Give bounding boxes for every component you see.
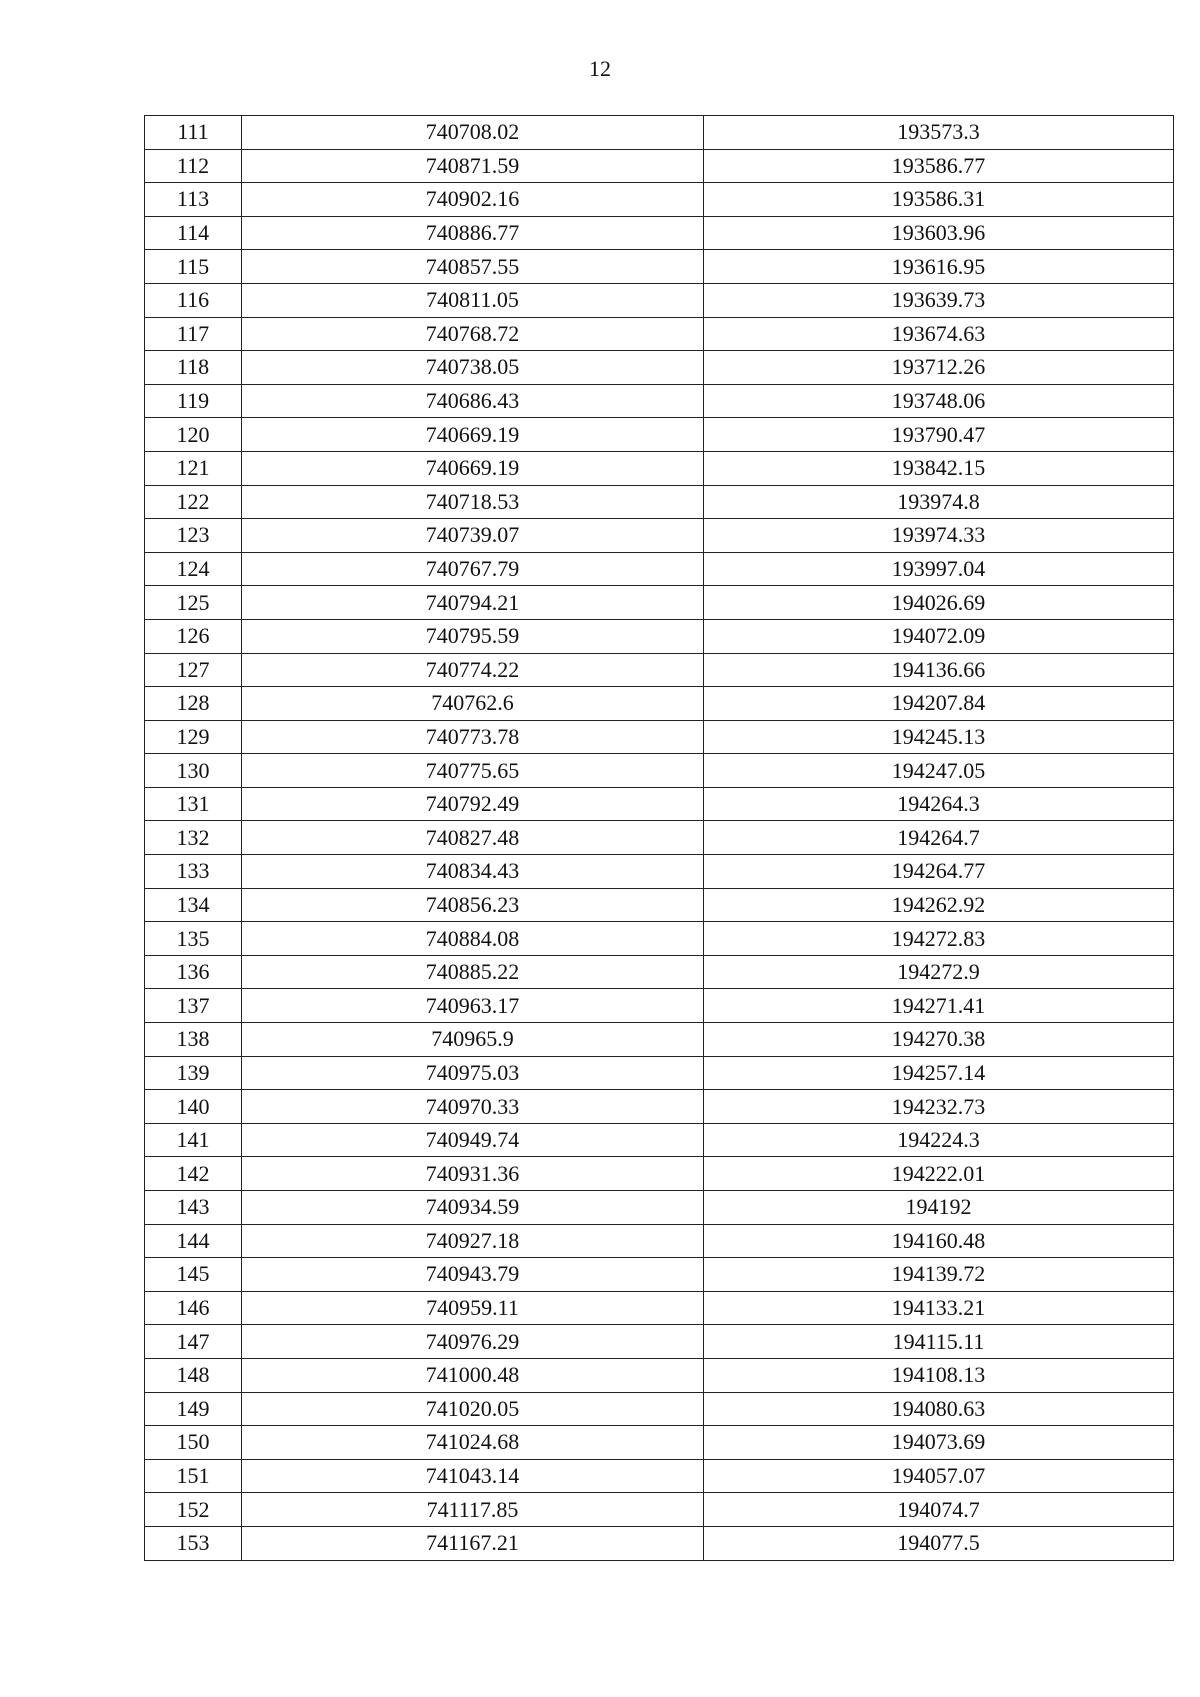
- y-coordinate-cell: 194115.11: [704, 1325, 1174, 1359]
- x-coordinate-cell: 740949.74: [242, 1123, 704, 1157]
- y-coordinate-cell: 194072.09: [704, 619, 1174, 653]
- point-number-cell: 135: [145, 922, 242, 956]
- y-coordinate-cell: 194270.38: [704, 1023, 1174, 1057]
- point-number-cell: 115: [145, 250, 242, 284]
- point-number-cell: 147: [145, 1325, 242, 1359]
- table-row: [145, 1493, 1174, 1527]
- y-coordinate-cell: 194264.7: [704, 821, 1174, 855]
- x-coordinate-cell: 740856.23: [242, 888, 704, 922]
- table-row: [145, 1258, 1174, 1292]
- point-number-cell: 126: [145, 619, 242, 653]
- table-row: [145, 149, 1174, 183]
- point-number-cell: 153: [145, 1526, 242, 1560]
- table-row: [145, 586, 1174, 620]
- point-number-cell: 152: [145, 1493, 242, 1527]
- page-number: 12: [589, 56, 611, 81]
- y-coordinate-cell: 194245.13: [704, 720, 1174, 754]
- point-number-cell: 141: [145, 1123, 242, 1157]
- y-coordinate-cell: 193790.47: [704, 418, 1174, 452]
- y-coordinate-cell: 194192: [704, 1191, 1174, 1225]
- y-coordinate-cell: 193674.63: [704, 317, 1174, 351]
- point-number-cell: 127: [145, 653, 242, 687]
- point-number-cell: 122: [145, 485, 242, 519]
- x-coordinate-cell: 740965.9: [242, 1023, 704, 1057]
- coordinates-table-body: [145, 116, 1174, 1561]
- table-row: [145, 1191, 1174, 1225]
- x-coordinate-cell: 740774.22: [242, 653, 704, 687]
- y-coordinate-cell: 193712.26: [704, 351, 1174, 385]
- y-coordinate-cell: 193842.15: [704, 451, 1174, 485]
- x-coordinate-cell: 740975.03: [242, 1056, 704, 1090]
- y-coordinate-cell: 194272.83: [704, 922, 1174, 956]
- x-coordinate-cell: 740669.19: [242, 418, 704, 452]
- y-coordinate-cell: 194271.41: [704, 989, 1174, 1023]
- x-coordinate-cell: 740970.33: [242, 1090, 704, 1124]
- table-row: [145, 384, 1174, 418]
- table-row: [145, 1526, 1174, 1560]
- table-row: [145, 351, 1174, 385]
- point-number-cell: 123: [145, 519, 242, 553]
- x-coordinate-cell: 740775.65: [242, 754, 704, 788]
- y-coordinate-cell: 193603.96: [704, 216, 1174, 250]
- table-row: [145, 787, 1174, 821]
- table-row: [145, 687, 1174, 721]
- y-coordinate-cell: 193586.31: [704, 183, 1174, 217]
- x-coordinate-cell: 740768.72: [242, 317, 704, 351]
- x-coordinate-cell: 740885.22: [242, 955, 704, 989]
- point-number-cell: 130: [145, 754, 242, 788]
- x-coordinate-cell: 740886.77: [242, 216, 704, 250]
- x-coordinate-cell: 740794.21: [242, 586, 704, 620]
- point-number-cell: 144: [145, 1224, 242, 1258]
- y-coordinate-cell: 194026.69: [704, 586, 1174, 620]
- x-coordinate-cell: 740762.6: [242, 687, 704, 721]
- point-number-cell: 116: [145, 283, 242, 317]
- table-row: [145, 1392, 1174, 1426]
- point-number-cell: 148: [145, 1358, 242, 1392]
- x-coordinate-cell: 740834.43: [242, 855, 704, 889]
- y-coordinate-cell: 194074.7: [704, 1493, 1174, 1527]
- table-row: [145, 1224, 1174, 1258]
- y-coordinate-cell: 194139.72: [704, 1258, 1174, 1292]
- table-row: [145, 1325, 1174, 1359]
- x-coordinate-cell: 741117.85: [242, 1493, 704, 1527]
- point-number-cell: 149: [145, 1392, 242, 1426]
- table-row: [145, 1090, 1174, 1124]
- x-coordinate-cell: 741024.68: [242, 1426, 704, 1460]
- point-number-cell: 137: [145, 989, 242, 1023]
- point-number-cell: 145: [145, 1258, 242, 1292]
- y-coordinate-cell: 194222.01: [704, 1157, 1174, 1191]
- y-coordinate-cell: 194133.21: [704, 1291, 1174, 1325]
- table-row: [145, 216, 1174, 250]
- point-number-cell: 131: [145, 787, 242, 821]
- table-row: [145, 317, 1174, 351]
- table-row: [145, 821, 1174, 855]
- point-number-cell: 142: [145, 1157, 242, 1191]
- point-number-cell: 119: [145, 384, 242, 418]
- point-number-cell: 124: [145, 552, 242, 586]
- table-row: [145, 888, 1174, 922]
- point-number-cell: 151: [145, 1459, 242, 1493]
- x-coordinate-cell: 740739.07: [242, 519, 704, 553]
- y-coordinate-cell: 194262.92: [704, 888, 1174, 922]
- x-coordinate-cell: 740708.02: [242, 116, 704, 150]
- y-coordinate-cell: 194257.14: [704, 1056, 1174, 1090]
- y-coordinate-cell: 194207.84: [704, 687, 1174, 721]
- point-number-cell: 129: [145, 720, 242, 754]
- table-row: [145, 754, 1174, 788]
- point-number-cell: 113: [145, 183, 242, 217]
- y-coordinate-cell: 194080.63: [704, 1392, 1174, 1426]
- y-coordinate-cell: 194073.69: [704, 1426, 1174, 1460]
- x-coordinate-cell: 740827.48: [242, 821, 704, 855]
- x-coordinate-cell: 740927.18: [242, 1224, 704, 1258]
- y-coordinate-cell: 194136.66: [704, 653, 1174, 687]
- point-number-cell: 128: [145, 687, 242, 721]
- y-coordinate-cell: 194057.07: [704, 1459, 1174, 1493]
- point-number-cell: 112: [145, 149, 242, 183]
- table-row: [145, 1358, 1174, 1392]
- point-number-cell: 114: [145, 216, 242, 250]
- y-coordinate-cell: 194272.9: [704, 955, 1174, 989]
- point-number-cell: 143: [145, 1191, 242, 1225]
- y-coordinate-cell: 194108.13: [704, 1358, 1174, 1392]
- y-coordinate-cell: 193997.04: [704, 552, 1174, 586]
- table-row: [145, 989, 1174, 1023]
- y-coordinate-cell: 193586.77: [704, 149, 1174, 183]
- table-row: [145, 619, 1174, 653]
- point-number-cell: 146: [145, 1291, 242, 1325]
- point-number-cell: 134: [145, 888, 242, 922]
- table-row: [145, 1426, 1174, 1460]
- x-coordinate-cell: 740718.53: [242, 485, 704, 519]
- table-row: [145, 485, 1174, 519]
- y-coordinate-cell: 193616.95: [704, 250, 1174, 284]
- x-coordinate-cell: 741043.14: [242, 1459, 704, 1493]
- x-coordinate-cell: 740976.29: [242, 1325, 704, 1359]
- point-number-cell: 140: [145, 1090, 242, 1124]
- x-coordinate-cell: 740884.08: [242, 922, 704, 956]
- table-row: [145, 1056, 1174, 1090]
- table-row: [145, 183, 1174, 217]
- point-number-cell: 117: [145, 317, 242, 351]
- table-row: [145, 451, 1174, 485]
- point-number-cell: 150: [145, 1426, 242, 1460]
- x-coordinate-cell: 740857.55: [242, 250, 704, 284]
- table-row: [145, 720, 1174, 754]
- point-number-cell: 138: [145, 1023, 242, 1057]
- table-row: [145, 922, 1174, 956]
- table-row: [145, 552, 1174, 586]
- table-row: [145, 955, 1174, 989]
- y-coordinate-cell: 193748.06: [704, 384, 1174, 418]
- x-coordinate-cell: 740738.05: [242, 351, 704, 385]
- point-number-cell: 118: [145, 351, 242, 385]
- table-row: [145, 418, 1174, 452]
- x-coordinate-cell: 740934.59: [242, 1191, 704, 1225]
- table-row: [145, 653, 1174, 687]
- x-coordinate-cell: 740767.79: [242, 552, 704, 586]
- y-coordinate-cell: 194264.77: [704, 855, 1174, 889]
- point-number-cell: 133: [145, 855, 242, 889]
- x-coordinate-cell: 740686.43: [242, 384, 704, 418]
- point-number-cell: 132: [145, 821, 242, 855]
- table-row: [145, 283, 1174, 317]
- x-coordinate-cell: 741020.05: [242, 1392, 704, 1426]
- y-coordinate-cell: 193573.3: [704, 116, 1174, 150]
- x-coordinate-cell: 740792.49: [242, 787, 704, 821]
- table-row: [145, 519, 1174, 553]
- x-coordinate-cell: 740959.11: [242, 1291, 704, 1325]
- point-number-cell: 120: [145, 418, 242, 452]
- table-row: [145, 116, 1174, 150]
- x-coordinate-cell: 740943.79: [242, 1258, 704, 1292]
- table-row: [145, 1123, 1174, 1157]
- x-coordinate-cell: 740963.17: [242, 989, 704, 1023]
- x-coordinate-cell: 740773.78: [242, 720, 704, 754]
- table-row: [145, 1291, 1174, 1325]
- table-row: [145, 250, 1174, 284]
- table-row: [145, 1023, 1174, 1057]
- x-coordinate-cell: 741167.21: [242, 1526, 704, 1560]
- x-coordinate-cell: 740931.36: [242, 1157, 704, 1191]
- coordinates-table: [144, 115, 1174, 1561]
- table-row: [145, 1459, 1174, 1493]
- y-coordinate-cell: 193974.33: [704, 519, 1174, 553]
- point-number-cell: 139: [145, 1056, 242, 1090]
- y-coordinate-cell: 194224.3: [704, 1123, 1174, 1157]
- point-number-cell: 111: [145, 116, 242, 150]
- y-coordinate-cell: 193639.73: [704, 283, 1174, 317]
- y-coordinate-cell: 194264.3: [704, 787, 1174, 821]
- point-number-cell: 121: [145, 451, 242, 485]
- y-coordinate-cell: 194160.48: [704, 1224, 1174, 1258]
- y-coordinate-cell: 194077.5: [704, 1526, 1174, 1560]
- point-number-cell: 136: [145, 955, 242, 989]
- y-coordinate-cell: 193974.8: [704, 485, 1174, 519]
- point-number-cell: 125: [145, 586, 242, 620]
- x-coordinate-cell: 740795.59: [242, 619, 704, 653]
- x-coordinate-cell: 740902.16: [242, 183, 704, 217]
- x-coordinate-cell: 740669.19: [242, 451, 704, 485]
- y-coordinate-cell: 194247.05: [704, 754, 1174, 788]
- table-row: [145, 855, 1174, 889]
- x-coordinate-cell: 740871.59: [242, 149, 704, 183]
- x-coordinate-cell: 741000.48: [242, 1358, 704, 1392]
- table-row: [145, 1157, 1174, 1191]
- y-coordinate-cell: 194232.73: [704, 1090, 1174, 1124]
- x-coordinate-cell: 740811.05: [242, 283, 704, 317]
